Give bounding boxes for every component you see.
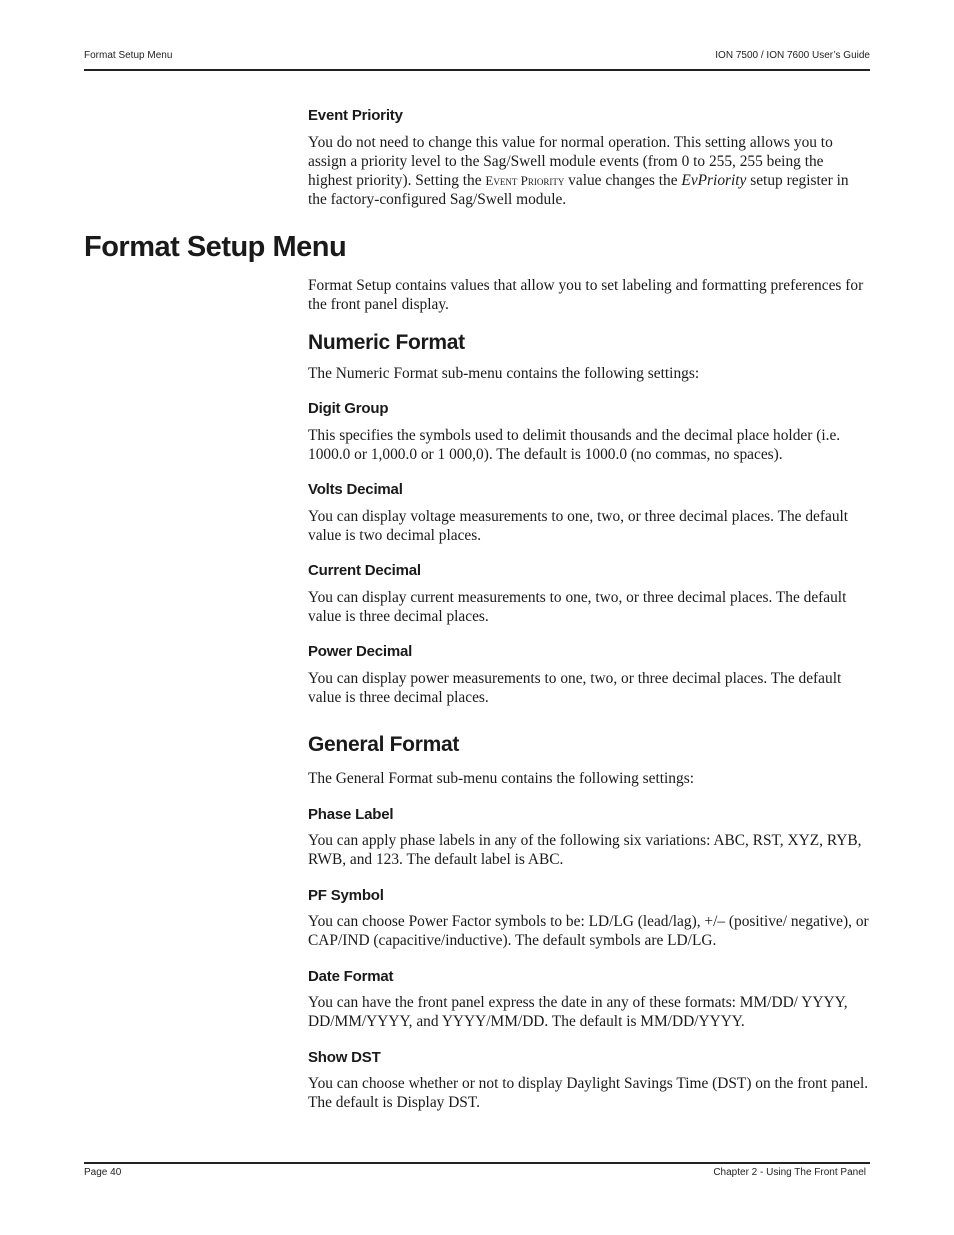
running-footer [84, 1167, 866, 1178]
format-setup-intro: Format Setup contains values that allow you to set labeling and formatting preferences for the front panel display. [308, 277, 864, 313]
current-decimal-heading: Current Decimal [308, 562, 421, 579]
pf-symbol-text: You can choose Power Factor symbols to be: LD/LG (lead/lag), +/– (positive/ negative), or CAP/IND (capacitive/inductive). The default symbols are LD/LG. [308, 913, 869, 949]
general-format-heading: General Format [308, 733, 460, 756]
digit-group-heading: Digit Group [308, 400, 389, 417]
event-priority-smallcaps: Event Priority [485, 173, 565, 188]
volts-decimal-text: You can display voltage measurements to one, two, or three decimal places. The default value is two decimal places. [308, 508, 849, 544]
phase-label-text: You can apply phase labels in any of the following six variations: ABC, RST, XYZ, RYB, RWB, and 123. The default label is ABC. [308, 832, 862, 868]
show-dst-text: You can choose whether or not to display Daylight Savings Time (DST) on the front panel. The default is Display DST. [308, 1075, 869, 1111]
event-priority-text-3: setup register in the factory-configured Sag/Swell module. [308, 172, 849, 208]
date-format-heading: Date Format [308, 968, 394, 985]
power-decimal-heading: Power Decimal [308, 643, 413, 660]
event-priority-text-1: You do not need to change this value for normal operation. This setting allows you to assign a priority level to the Sag/Swell module events (from 0 to 255, 255 being the highest priority). Setting the [308, 134, 833, 189]
running-header-left: Format Setup Menu [84, 50, 173, 61]
footer-rule [84, 1162, 870, 1164]
event-priority-heading: Event Priority [308, 107, 403, 124]
power-decimal-text: You can display power measurements to one, two, or three decimal places. The default value is three decimal places. [308, 670, 842, 706]
running-header-right: ION 7500 / ION 7600 User’s Guide [715, 50, 870, 61]
event-priority-text-2: value changes the [564, 172, 682, 189]
date-format-text: You can have the front panel express the date in any of these formats: MM/DD/ YYYY, DD/MM/YYYY, and YYYY/MM/DD. The default is MM/DD/YYYY. [308, 994, 848, 1030]
page-title: Format Setup Menu [84, 231, 347, 263]
chapter-title: Chapter 2 - Using The Front Panel [713, 1167, 866, 1178]
event-priority-paragraph [308, 133, 870, 209]
volts-decimal-heading: Volts Decimal [308, 481, 403, 498]
running-header [84, 50, 870, 61]
digit-group-text: This specifies the symbols used to delimit thousands and the decimal place holder (i.e. 1000.0 or 1,000.0 or 1 000,0). The default is 1000.0 (no commas, no spaces). [308, 427, 841, 463]
current-decimal-text: You can display current measurements to one, two, or three decimal places. The default value is three decimal places. [308, 589, 847, 625]
show-dst-heading: Show DST [308, 1049, 381, 1066]
numeric-format-heading: Numeric Format [308, 331, 465, 354]
general-format-intro: The General Format sub-menu contains the following settings: [308, 770, 694, 787]
page-number: Page 40 [84, 1167, 122, 1178]
numeric-format-intro: The Numeric Format sub-menu contains the following settings: [308, 365, 700, 382]
phase-label-heading: Phase Label [308, 806, 394, 823]
pf-symbol-heading: PF Symbol [308, 887, 384, 904]
event-priority-italic: EvPriority [681, 172, 747, 189]
header-rule [84, 69, 870, 71]
